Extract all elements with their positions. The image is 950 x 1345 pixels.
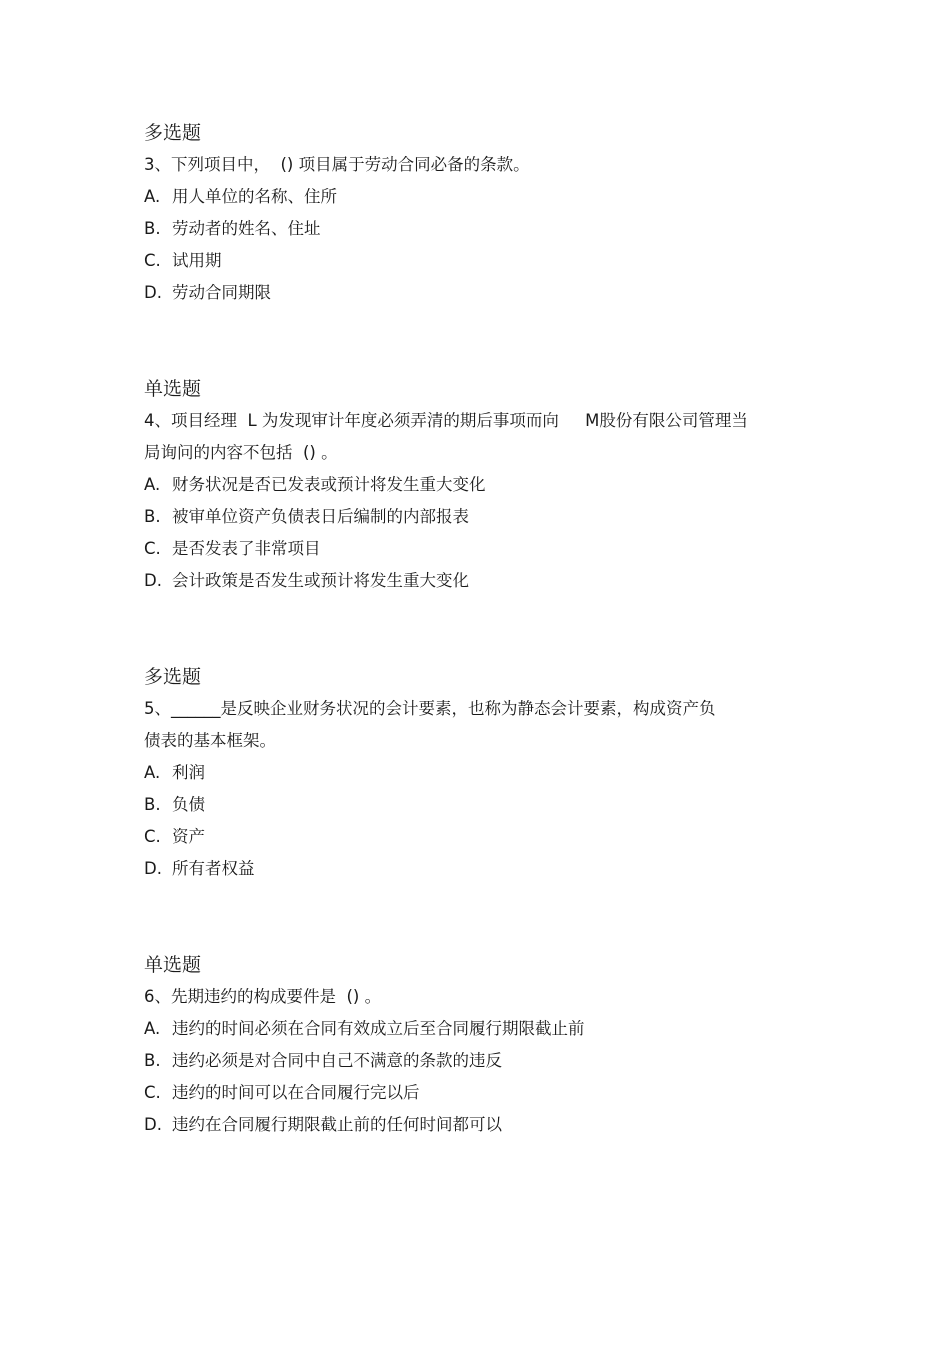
question-stem-line: 3、下列项目中， () 项目属于劳动合同必备的条款。: [144, 155, 530, 174]
option-letter: A.: [144, 187, 161, 206]
option-text: 违约必须是对合同中自己不满意的条款的违反: [172, 1051, 502, 1070]
question-stem-line: 4、项目经理 L 为发现审计年度必须弄清的期后事项而向 M股份有限公司管理当: [144, 411, 748, 430]
option-a: [144, 181, 804, 213]
option-letter: D.: [144, 283, 162, 302]
option-letter: D.: [144, 571, 162, 590]
option-text: 试用期: [172, 251, 222, 270]
option-a: [144, 1013, 804, 1045]
option-b: [144, 213, 804, 245]
option-letter: D.: [144, 859, 162, 878]
option-text: 资产: [172, 827, 205, 846]
option-b: [144, 789, 804, 821]
option-text: 劳动者的姓名、住址: [172, 219, 321, 238]
option-c: [144, 1077, 804, 1109]
option-letter: A.: [144, 1019, 161, 1038]
option-d: [144, 853, 804, 885]
option-d: [144, 565, 804, 597]
question-4: [144, 373, 804, 597]
option-d: [144, 277, 804, 309]
option-a: [144, 469, 804, 501]
option-b: [144, 1045, 804, 1077]
option-c: [144, 245, 804, 277]
option-text: 违约的时间必须在合同有效成立后至合同履行期限截止前: [172, 1019, 585, 1038]
option-a: [144, 757, 804, 789]
question-type: 单选题: [144, 378, 202, 400]
question-type: 多选题: [144, 122, 202, 144]
option-c: [144, 533, 804, 565]
option-text: 劳动合同期限: [172, 283, 271, 302]
question-stem-line: 6、先期违约的构成要件是 () 。: [144, 987, 382, 1006]
option-letter: B.: [144, 795, 161, 814]
option-text: 是否发表了非常项目: [172, 539, 321, 558]
option-letter: C.: [144, 1083, 161, 1102]
option-text: 财务状况是否已发表或预计将发生重大变化: [172, 475, 486, 494]
question-stem-line: 5、______是反映企业财务状况的会计要素，也称为静态会计要素，构成资产负: [144, 699, 716, 718]
option-text: 所有者权益: [172, 859, 255, 878]
question-3: [144, 117, 804, 309]
question-5: [144, 661, 804, 885]
option-text: 被审单位资产负债表日后编制的内部报表: [172, 507, 469, 526]
option-letter: C.: [144, 827, 161, 846]
option-letter: A.: [144, 475, 161, 494]
option-text: 利润: [172, 763, 205, 782]
option-c: [144, 821, 804, 853]
option-letter: B.: [144, 1051, 161, 1070]
option-text: 会计政策是否发生或预计将发生重大变化: [172, 571, 469, 590]
option-letter: A.: [144, 763, 161, 782]
option-text: 违约的时间可以在合同履行完以后: [172, 1083, 420, 1102]
question-type: 多选题: [144, 666, 202, 688]
question-stem-line: 债表的基本框架。: [144, 731, 276, 750]
question-6: [144, 949, 804, 1141]
option-text: 用人单位的名称、住所: [172, 187, 337, 206]
option-text: 负债: [172, 795, 205, 814]
option-text: 违约在合同履行期限截止前的任何时间都可以: [172, 1115, 502, 1134]
option-d: [144, 1109, 804, 1141]
option-letter: C.: [144, 251, 161, 270]
option-letter: C.: [144, 539, 161, 558]
option-letter: B.: [144, 219, 161, 238]
option-b: [144, 501, 804, 533]
question-stem-line: 局询问的内容不包括 () 。: [144, 443, 338, 462]
question-type: 单选题: [144, 954, 202, 976]
option-letter: B.: [144, 507, 161, 526]
option-letter: D.: [144, 1115, 162, 1134]
